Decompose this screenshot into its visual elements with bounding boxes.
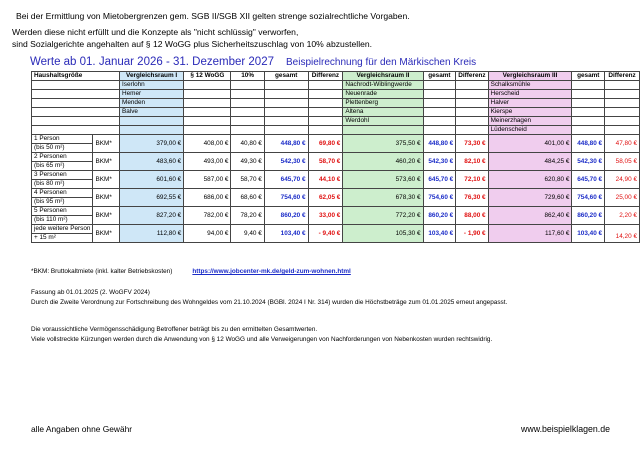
empty-cell <box>572 99 605 108</box>
empty-cell <box>605 117 640 126</box>
region-1-place <box>120 126 184 135</box>
website-url[interactable]: www.beispielklagen.de <box>521 424 610 434</box>
empty-cell <box>308 99 343 108</box>
header-household-size: Haushaltsgröße <box>32 72 120 81</box>
empty-cell <box>605 108 640 117</box>
intro-line-1: Bei der Ermittlung von Mietobergrenzen gem. SGB II/SGB XII gelten strenge sozialrechtliche Vorgaben. <box>16 11 410 21</box>
difference-2-value: - 1,90 € <box>456 225 488 243</box>
empty-cell <box>605 81 640 90</box>
empty-cell <box>231 81 264 90</box>
region-3-value: 484,25 € <box>488 153 572 171</box>
difference-2-value: 82,10 € <box>456 153 488 171</box>
difference-2-value: 88,00 € <box>456 207 488 225</box>
region-2-value: 772,20 € <box>343 207 423 225</box>
total-2-value: 754,60 € <box>423 189 456 207</box>
header-total-2: gesamt <box>423 72 456 81</box>
total-1-value: 754,60 € <box>264 189 308 207</box>
jobcenter-link[interactable]: https://www.jobcenter-mk.de/geld-zum-wohnen.html <box>192 268 351 275</box>
household-label: 3 Personen <box>32 171 93 180</box>
empty-cell <box>264 81 308 90</box>
bkm-label: BKM* <box>93 207 120 225</box>
fassung-note: Fassung ab 01.01.2025 (2. WoGFV 2024) <box>31 289 150 296</box>
empty-cell <box>308 126 343 135</box>
difference-2-value: 72,10 € <box>456 171 488 189</box>
region-3-value: 862,40 € <box>488 207 572 225</box>
ten-percent-value: 78,20 € <box>231 207 264 225</box>
empty-cell <box>456 99 488 108</box>
total-1-value: 860,20 € <box>264 207 308 225</box>
region-2-place: Altena <box>343 108 423 117</box>
table-row <box>32 189 640 198</box>
table-row <box>32 135 640 144</box>
header-difference-1: Differenz <box>308 72 343 81</box>
empty-cell <box>264 90 308 99</box>
empty-cell <box>456 126 488 135</box>
empty-cell <box>308 117 343 126</box>
empty-cell <box>264 99 308 108</box>
difference-3-value: 14,20 € <box>605 225 640 243</box>
empty-cell <box>264 108 308 117</box>
total-2-value: 542,30 € <box>423 153 456 171</box>
empty-cell <box>32 90 120 99</box>
difference-1-value: 44,10 € <box>308 171 343 189</box>
household-label: 1 Person <box>32 135 93 144</box>
empty-cell <box>231 90 264 99</box>
table-row <box>32 207 640 216</box>
header-total-1: gesamt <box>264 72 308 81</box>
empty-cell <box>456 81 488 90</box>
header-ten-percent: 10% <box>231 72 264 81</box>
region-3-place: Schalksmühle <box>488 81 572 90</box>
empty-cell <box>456 90 488 99</box>
empty-cell <box>32 81 120 90</box>
difference-3-value: 24,90 € <box>605 171 640 189</box>
region-3-place: Meinerzhagen <box>488 117 572 126</box>
region-1-place: Hemer <box>120 90 184 99</box>
wogg-value: 408,00 € <box>184 135 231 153</box>
total-3-value: 448,80 € <box>572 135 605 153</box>
header-difference-2: Differenz <box>456 72 488 81</box>
household-label: 4 Personen <box>32 189 93 198</box>
household-label: 2 Personen <box>32 153 93 162</box>
empty-cell <box>572 108 605 117</box>
region-1-value: 112,80 € <box>120 225 184 243</box>
difference-3-value: 2,20 € <box>605 207 640 225</box>
ten-percent-value: 9,40 € <box>231 225 264 243</box>
household-size-limit: (bis 50 m²) <box>32 144 93 153</box>
empty-cell <box>231 126 264 135</box>
region-3-value: 620,80 € <box>488 171 572 189</box>
difference-3-value: 47,80 € <box>605 135 640 153</box>
empty-cell <box>32 126 120 135</box>
region-2-place <box>343 126 423 135</box>
region-1-value: 601,60 € <box>120 171 184 189</box>
empty-cell <box>184 117 231 126</box>
rent-limit-table <box>31 71 640 243</box>
region-3-value: 117,60 € <box>488 225 572 243</box>
empty-cell <box>605 126 640 135</box>
ten-percent-value: 58,70 € <box>231 171 264 189</box>
region-3-value: 729,60 € <box>488 189 572 207</box>
total-3-value: 645,70 € <box>572 171 605 189</box>
difference-1-value: 69,80 € <box>308 135 343 153</box>
cuts-note: Viele vollstreckte Kürzungen werden durch die Anwendung von § 12 WoGG und alle Verweigerungen von Nachforderungen von Nebenkosten wurden rechtswidrig. <box>31 336 493 343</box>
region-3-place: Lüdenscheid <box>488 126 572 135</box>
empty-cell <box>184 126 231 135</box>
verordnung-note: Durch die Zweite Verordnung zur Fortschreibung des Wohngeldes vom 21.10.2024 (BGBl. 2024 I Nr. 314) wurden die Höchstbeträge zum 01.01.2025 erneut angepasst. <box>31 299 508 306</box>
region-1-value: 827,20 € <box>120 207 184 225</box>
empty-cell <box>423 126 456 135</box>
total-2-value: 448,80 € <box>423 135 456 153</box>
region-2-place: Neuenrade <box>343 90 423 99</box>
empty-cell <box>308 108 343 117</box>
difference-1-value: 58,70 € <box>308 153 343 171</box>
total-3-value: 103,40 € <box>572 225 605 243</box>
difference-1-value: - 9,40 € <box>308 225 343 243</box>
household-label: jede weitere Person <box>32 225 93 234</box>
region-1-value: 379,00 € <box>120 135 184 153</box>
total-1-value: 542,30 € <box>264 153 308 171</box>
total-1-value: 645,70 € <box>264 171 308 189</box>
empty-cell <box>423 81 456 90</box>
region-1-place <box>120 117 184 126</box>
region-2-value: 573,60 € <box>343 171 423 189</box>
region-2-place: Werdohl <box>343 117 423 126</box>
empty-cell <box>184 108 231 117</box>
difference-1-value: 33,00 € <box>308 207 343 225</box>
header-difference-3: Differenz <box>605 72 640 81</box>
region-places-row <box>32 108 640 117</box>
bkm-label: BKM* <box>93 225 120 243</box>
household-label: 5 Personen <box>32 207 93 216</box>
wogg-value: 782,00 € <box>184 207 231 225</box>
header-region-2: Vergleichsraum II <box>343 72 423 81</box>
bkm-label: BKM* <box>93 189 120 207</box>
table-row <box>32 225 640 234</box>
empty-cell <box>572 90 605 99</box>
household-size-limit: (bis 95 m²) <box>32 198 93 207</box>
empty-cell <box>423 99 456 108</box>
household-size-limit: (bis 65 m²) <box>32 162 93 171</box>
total-3-value: 860,20 € <box>572 207 605 225</box>
empty-cell <box>423 90 456 99</box>
household-size-limit: + 15 m² <box>32 234 93 243</box>
total-2-value: 103,40 € <box>423 225 456 243</box>
total-2-value: 860,20 € <box>423 207 456 225</box>
disclaimer: alle Angaben ohne Gewähr <box>31 424 133 434</box>
empty-cell <box>184 90 231 99</box>
bkm-footnote: *BKM: Bruttokaltmiete (inkl. kalter Betriebskosten) <box>31 268 173 275</box>
example-calculation-title: Beispielrechnung für den Märkischen Kreis <box>286 57 477 68</box>
empty-cell <box>231 108 264 117</box>
region-places-row <box>32 126 640 135</box>
empty-cell <box>308 90 343 99</box>
difference-1-value: 62,05 € <box>308 189 343 207</box>
household-size-limit: (bis 80 m²) <box>32 180 93 189</box>
empty-cell <box>231 99 264 108</box>
region-1-place: Iserlohn <box>120 81 184 90</box>
region-2-value: 375,50 € <box>343 135 423 153</box>
region-2-place: Plettenberg <box>343 99 423 108</box>
empty-cell <box>264 126 308 135</box>
empty-cell <box>184 99 231 108</box>
empty-cell <box>572 81 605 90</box>
total-3-value: 754,60 € <box>572 189 605 207</box>
damage-note: Die voraussichtliche Vermögensschädigung Betroffener beträgt bis zu den ermittelten Gesamtwerten. <box>31 326 318 333</box>
region-places-row <box>32 99 640 108</box>
empty-cell <box>456 108 488 117</box>
total-1-value: 448,80 € <box>264 135 308 153</box>
empty-cell <box>572 117 605 126</box>
bkm-label: BKM* <box>93 135 120 153</box>
empty-cell <box>572 126 605 135</box>
region-places-row <box>32 81 640 90</box>
intro-line-3: sind Sozialgerichte angehalten auf § 12 WoGG plus Sicherheitszuschlag von 10% abzustellen. <box>12 39 373 49</box>
difference-2-value: 73,30 € <box>456 135 488 153</box>
intro-line-2: Werden diese nicht erfüllt und die Konzepte als "nicht schlüssig" verworfen, <box>12 27 299 37</box>
empty-cell <box>605 90 640 99</box>
region-3-place: Kierspe <box>488 108 572 117</box>
empty-cell <box>264 117 308 126</box>
ten-percent-value: 40,80 € <box>231 135 264 153</box>
total-1-value: 103,40 € <box>264 225 308 243</box>
empty-cell <box>32 99 120 108</box>
empty-cell <box>308 81 343 90</box>
validity-period-title: Werte ab 01. Januar 2026 - 31. Dezember 2027 <box>30 56 274 68</box>
region-3-place: Halver <box>488 99 572 108</box>
region-places-row <box>32 90 640 99</box>
region-1-place: Menden <box>120 99 184 108</box>
bkm-note <box>31 268 351 275</box>
region-2-value: 678,30 € <box>343 189 423 207</box>
region-1-value: 483,60 € <box>120 153 184 171</box>
header-region-3: Vergleichsraum III <box>488 72 572 81</box>
difference-2-value: 76,30 € <box>456 189 488 207</box>
total-2-value: 645,70 € <box>423 171 456 189</box>
region-2-place: Nachrodt-Wiblingwerde <box>343 81 423 90</box>
wogg-value: 686,00 € <box>184 189 231 207</box>
region-3-value: 401,00 € <box>488 135 572 153</box>
header-total-3: gesamt <box>572 72 605 81</box>
table-header-row <box>32 72 640 81</box>
empty-cell <box>605 99 640 108</box>
wogg-value: 493,00 € <box>184 153 231 171</box>
header-wogg: § 12 WoGG <box>184 72 231 81</box>
empty-cell <box>32 108 120 117</box>
region-3-place: Herscheid <box>488 90 572 99</box>
empty-cell <box>423 117 456 126</box>
empty-cell <box>184 81 231 90</box>
table-row <box>32 153 640 162</box>
empty-cell <box>231 117 264 126</box>
ten-percent-value: 68,60 € <box>231 189 264 207</box>
header-region-1: Vergleichsraum I <box>120 72 184 81</box>
empty-cell <box>32 117 120 126</box>
wogg-value: 587,00 € <box>184 171 231 189</box>
region-places-row <box>32 117 640 126</box>
table-row <box>32 171 640 180</box>
wogg-value: 94,00 € <box>184 225 231 243</box>
region-2-value: 105,30 € <box>343 225 423 243</box>
empty-cell <box>456 117 488 126</box>
region-1-place: Balve <box>120 108 184 117</box>
household-size-limit: (bis 110 m²) <box>32 216 93 225</box>
difference-3-value: 25,00 € <box>605 189 640 207</box>
bkm-label: BKM* <box>93 153 120 171</box>
region-1-value: 692,55 € <box>120 189 184 207</box>
ten-percent-value: 49,30 € <box>231 153 264 171</box>
bkm-label: BKM* <box>93 171 120 189</box>
difference-3-value: 58,05 € <box>605 153 640 171</box>
region-2-value: 460,20 € <box>343 153 423 171</box>
empty-cell <box>423 108 456 117</box>
total-3-value: 542,30 € <box>572 153 605 171</box>
